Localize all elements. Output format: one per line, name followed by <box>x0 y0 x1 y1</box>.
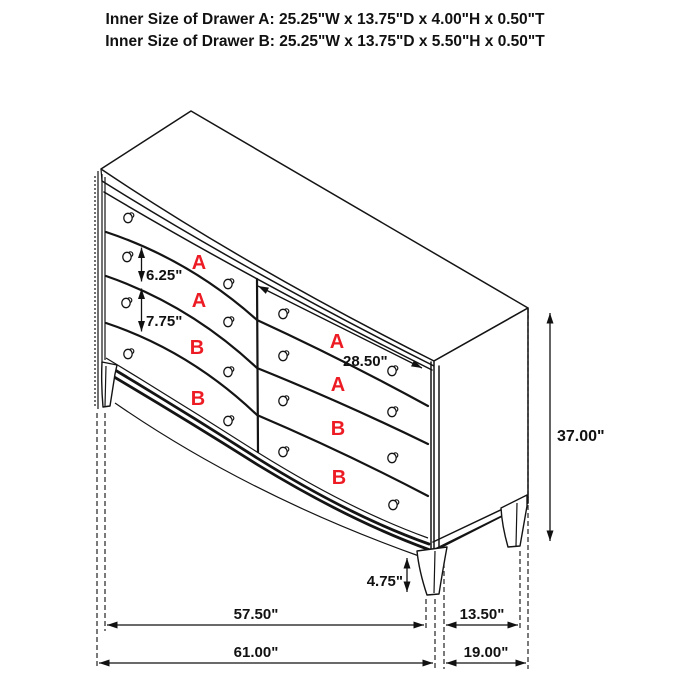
drawer-label-right-1: A <box>329 331 345 353</box>
drawer-knob <box>224 279 234 289</box>
dimension-label-overall-depth: 19.00" <box>463 644 509 661</box>
title-line-2: Inner Size of Drawer B: 25.25"W x 13.75"D x 5.50"H x 0.50"T <box>105 33 545 50</box>
drawer-label-right-4: B <box>331 467 347 489</box>
front-right-leg <box>417 547 447 595</box>
dimension-base-depth <box>446 606 518 625</box>
dimension-label-overall-height: 37.00" <box>557 428 605 445</box>
dimension-overall-width <box>99 644 433 663</box>
drawer-knob <box>122 298 132 308</box>
drawer-knob <box>279 396 289 406</box>
drawer-knob <box>389 500 399 510</box>
drawer-label-right-2: A <box>330 374 346 396</box>
drawer-knob <box>224 416 234 426</box>
dimension-label-drawer-a-height: 6.25" <box>146 267 183 284</box>
front-left-leg <box>102 362 117 407</box>
dimension-label-overall-width: 61.00" <box>233 644 279 661</box>
drawer-label-left-1: A <box>191 252 207 274</box>
drawer-column-divider <box>257 279 258 452</box>
dresser-drawing <box>95 111 528 595</box>
dimension-label-leg-height: 4.75" <box>366 573 403 590</box>
dimension-label-drawer-width: 28.50" <box>343 353 388 370</box>
dimension-leg-height <box>367 558 407 592</box>
title-line-1: Inner Size of Drawer A: 25.25"W x 13.75"D x 4.00"H x 0.50"T <box>105 11 545 28</box>
dimension-overall-depth <box>446 644 526 663</box>
drawer-label-left-4: B <box>190 388 206 410</box>
dimension-label-front-width: 57.50" <box>233 606 279 623</box>
dimension-front-width <box>107 606 424 625</box>
drawer-label-right-3: B <box>330 418 346 440</box>
front-bottom-band <box>104 358 430 556</box>
dimension-overall-height <box>550 313 605 541</box>
drawer-knob <box>388 453 398 463</box>
drawer-knob <box>279 447 289 457</box>
drawer-knob <box>279 309 289 319</box>
drawer-knob <box>388 366 398 376</box>
dimension-label-base-depth: 13.50" <box>459 606 505 623</box>
drawer-knob <box>388 407 398 417</box>
drawer-label-left-2: A <box>191 290 207 312</box>
drawer-label-left-3: B <box>189 337 205 359</box>
dimension-drawer-b-height <box>142 289 183 332</box>
diagram-title <box>105 11 545 50</box>
drawer-knob <box>224 317 234 327</box>
drawer-knob <box>124 213 134 223</box>
drawer-knob <box>224 367 234 377</box>
dimension-drawer-a-height <box>142 248 183 285</box>
drawer-knob <box>124 349 134 359</box>
drawer-knob <box>123 252 133 262</box>
dimension-label-drawer-b-height: 7.75" <box>146 313 183 330</box>
drawer-knob <box>279 351 289 361</box>
